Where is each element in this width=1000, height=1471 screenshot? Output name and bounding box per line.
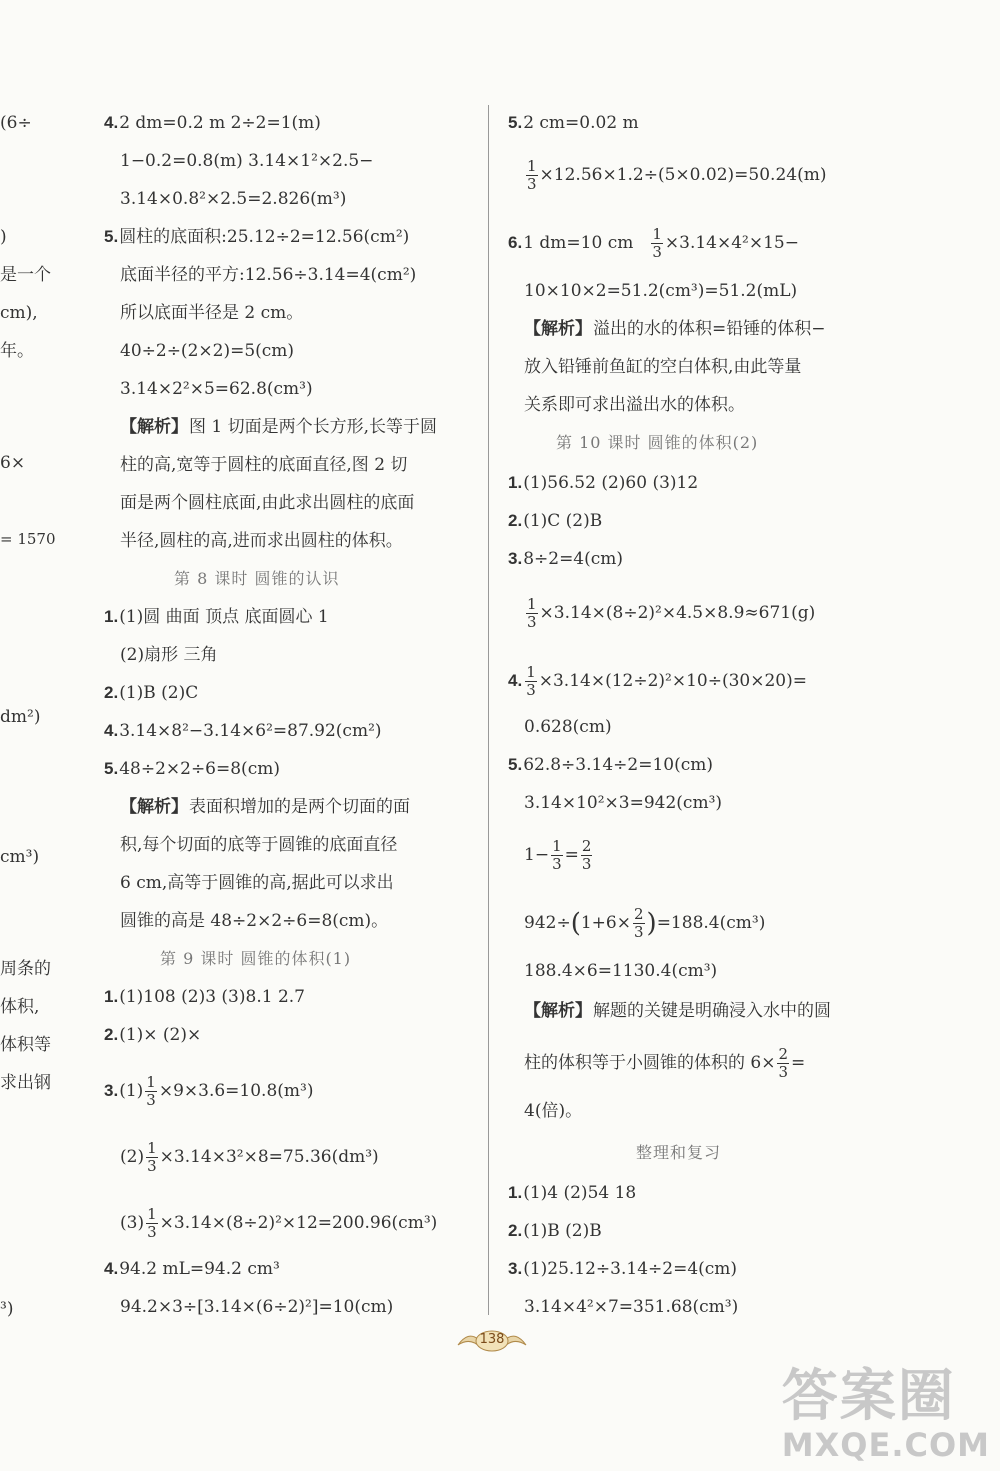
column-divider xyxy=(488,105,489,1315)
analysis-text: 溢出的水的体积=铅锤的体积− xyxy=(593,319,826,339)
answer-2 xyxy=(508,510,602,532)
answer-2 xyxy=(104,1024,201,1046)
answer-text: 1+6× xyxy=(580,913,631,933)
analysis-tag: 【解析】 xyxy=(524,1001,592,1020)
numerator: 2 xyxy=(633,905,644,923)
analysis-tag: 【解析】 xyxy=(524,319,592,338)
edge-text: ³) xyxy=(0,1299,14,1319)
analysis-text: = xyxy=(791,1053,806,1073)
analysis-tag: 【解析】 xyxy=(120,417,188,436)
question-number: 5. xyxy=(508,755,523,774)
analysis-tag: 【解析】 xyxy=(120,797,188,816)
answer-3-part-1 xyxy=(104,1074,313,1109)
question-number: 1. xyxy=(508,473,523,492)
edge-text: 周条的 xyxy=(0,959,51,979)
analysis-line xyxy=(524,1046,805,1081)
denominator: 3 xyxy=(526,681,536,699)
fraction xyxy=(651,226,663,261)
section-heading: 整理和复习 xyxy=(636,1143,722,1162)
analysis-line: 半径,圆柱的高,进而求出圆柱的体积。 xyxy=(120,531,403,551)
question-number: 4. xyxy=(508,671,523,690)
answer-text: (1)25.12÷3.14÷2=4(cm) xyxy=(523,1259,738,1279)
edge-text: 体积等 xyxy=(0,1035,51,1055)
fraction xyxy=(551,838,563,873)
numerator: 2 xyxy=(778,1045,789,1063)
question-number: 1. xyxy=(104,607,119,626)
answer-4 xyxy=(104,112,321,134)
question-number: 2. xyxy=(508,1221,523,1240)
edge-text: 6× xyxy=(0,453,26,473)
question-number: 6. xyxy=(508,233,523,252)
answer-1 xyxy=(104,606,329,628)
answer-text: 2 dm=0.2 m 2÷2=1(m) xyxy=(119,113,321,133)
denominator: 3 xyxy=(581,855,592,873)
answer-text: 8÷2=4(cm) xyxy=(523,549,624,569)
answer-line xyxy=(524,838,594,873)
watermark-url: MXQE.COM xyxy=(781,1426,990,1464)
page-number xyxy=(454,1325,530,1355)
analysis-line: 关系即可求出溢出水的体积。 xyxy=(524,395,745,415)
answer-text: ×3.14×(8÷2)²×12=200.96(cm³) xyxy=(159,1213,438,1233)
answer-2 xyxy=(104,682,198,704)
answer-line: 40÷2÷(2×2)=5(cm) xyxy=(120,341,295,361)
answer-text: (1)× (2)× xyxy=(119,1025,202,1045)
answer-text: 48÷2×2÷6=8(cm) xyxy=(119,759,280,779)
fraction xyxy=(146,1140,158,1175)
section-heading: 第 9 课时 圆锥的体积(1) xyxy=(160,949,352,968)
answer-5 xyxy=(104,226,409,248)
fraction xyxy=(146,1206,158,1241)
question-number: 4. xyxy=(104,1259,119,1278)
analysis-line: 圆锥的高是 48÷2×2÷6=8(cm)。 xyxy=(120,911,389,931)
answer-3 xyxy=(508,548,623,570)
answer-text: 1 dm=10 cm xyxy=(523,233,634,253)
analysis-line: 积,每个切面的底等于圆锥的底面直径 xyxy=(120,835,398,855)
answer-line: 942÷(1+6× $\frac{2}{3}$ )=188.4(cm³) xyxy=(524,905,766,941)
answer-line: 188.4×6=1130.4(cm³) xyxy=(524,961,718,981)
question-number: 3. xyxy=(104,1081,119,1100)
answer-text: 1− xyxy=(524,845,550,865)
edge-text: 是一个 xyxy=(0,265,51,285)
answer-text: (1)圆 曲面 顶点 底面圆心 1 xyxy=(119,607,329,627)
analysis-text: 图 1 切面是两个长方形,长等于圆 xyxy=(189,417,438,437)
answer-5 xyxy=(104,758,280,780)
analysis-line: 4(倍)。 xyxy=(524,1101,583,1121)
answer-line: 所以底面半径是 2 cm。 xyxy=(120,303,304,323)
answer-text: (1)108 (2)3 (3)8.1 2.7 xyxy=(119,987,305,1007)
answer-line xyxy=(524,158,826,193)
answer-text: 942÷ xyxy=(524,913,571,933)
denominator: 3 xyxy=(147,1157,157,1175)
answer-line: 3.14×4²×7=351.68(cm³) xyxy=(524,1297,739,1317)
section-heading: 第 8 课时 圆锥的认识 xyxy=(174,569,340,588)
question-number: 2. xyxy=(104,683,119,702)
answer-text: (1)4 (2)54 18 xyxy=(523,1183,637,1203)
answer-line: 底面半径的平方:12.56÷3.14=4(cm²) xyxy=(120,265,417,285)
edge-text: ) xyxy=(0,227,7,247)
denominator: 3 xyxy=(633,923,644,941)
answer-line xyxy=(524,596,815,631)
fraction xyxy=(581,838,593,873)
analysis-text: 表面积增加的是两个切面的面 xyxy=(189,797,410,817)
answer-text: 2 cm=0.02 m xyxy=(523,113,639,133)
numerator: 2 xyxy=(581,837,592,855)
answer-1 xyxy=(508,472,698,494)
answer-line: 10×10×2=51.2(cm³)=51.2(mL) xyxy=(524,281,798,301)
question-number: 5. xyxy=(104,227,119,246)
answer-text: (2) xyxy=(120,1147,145,1167)
answer-3-part-2 xyxy=(120,1140,379,1175)
answer-text: = xyxy=(564,845,579,865)
answer-text: ×3.14×(8÷2)²×4.5×8.9≈671(g) xyxy=(539,603,816,623)
edge-text: = 1570 xyxy=(0,530,56,548)
answer-text: (3) xyxy=(120,1213,145,1233)
answer-line: 3.14×0.8²×2.5=2.826(m³) xyxy=(120,189,347,209)
analysis-2 xyxy=(120,796,410,818)
numerator: 1 xyxy=(147,1139,157,1157)
numerator: 1 xyxy=(526,663,536,681)
analysis-line: 6 cm,高等于圆锥的高,据此可以求出 xyxy=(120,873,394,893)
answer-3-part-3 xyxy=(120,1206,437,1241)
edge-text: cm), xyxy=(0,303,38,323)
answer-text: ×9×3.6=10.8(m³) xyxy=(158,1081,314,1101)
fraction xyxy=(525,664,537,699)
question-number: 1. xyxy=(104,987,119,1006)
watermark-logo-text: 答案圈 xyxy=(781,1364,956,1429)
fraction xyxy=(526,596,538,631)
analysis-1 xyxy=(120,416,437,438)
fraction xyxy=(145,1074,157,1109)
section-heading: 第 10 课时 圆锥的体积(2) xyxy=(556,433,759,452)
answer-text: ×12.56×1.2÷(5×0.02)=50.24(m) xyxy=(539,165,827,185)
fraction xyxy=(633,906,645,941)
answer-text: ×3.14×3²×8=75.36(dm³) xyxy=(159,1147,379,1167)
answer-text: (1)56.52 (2)60 (3)12 xyxy=(523,473,699,493)
edge-text: 年。 xyxy=(0,341,34,361)
edge-text: cm³) xyxy=(0,847,40,867)
denominator: 3 xyxy=(147,1223,157,1241)
question-number: 3. xyxy=(508,549,523,568)
denominator: 3 xyxy=(552,855,562,873)
answer-4 xyxy=(104,1258,280,1280)
analysis-text: 柱的体积等于小圆锥的体积的 6× xyxy=(524,1053,776,1073)
analysis-2 xyxy=(524,1000,831,1022)
answer-text: (1)B (2)C xyxy=(119,683,199,703)
answer-text: (1)C (2)B xyxy=(523,511,603,531)
question-number: 1. xyxy=(508,1183,523,1202)
analysis-line: 柱的高,宽等于圆柱的底面直径,图 2 切 xyxy=(120,455,408,475)
analysis-1 xyxy=(524,318,826,340)
answer-text: ×3.14×4²×15− xyxy=(664,233,799,253)
answer-1 xyxy=(508,1182,636,1204)
fraction xyxy=(777,1046,789,1081)
answer-text: 94.2 mL=94.2 cm³ xyxy=(119,1259,280,1279)
edge-text: 求出钢 xyxy=(0,1073,51,1093)
answer-line: 94.2×3÷[3.14×(6÷2)²]=10(cm) xyxy=(120,1297,394,1317)
numerator: 1 xyxy=(552,837,562,855)
denominator: 3 xyxy=(652,243,662,261)
question-number: 2. xyxy=(508,511,523,530)
numerator: 1 xyxy=(527,157,537,175)
answer-text: 3.14×8²−3.14×6²=87.92(cm²) xyxy=(119,721,382,741)
analysis-line: 面是两个圆柱底面,由此求出圆柱的底面 xyxy=(120,493,415,513)
watermark xyxy=(781,1364,990,1464)
question-number: 5. xyxy=(508,113,523,132)
answer-4 xyxy=(508,664,807,699)
page-number-text: 138 xyxy=(479,1332,505,1347)
question-number: 5. xyxy=(104,759,119,778)
question-number: 4. xyxy=(104,113,119,132)
answer-4 xyxy=(104,720,382,742)
fraction xyxy=(526,158,538,193)
denominator: 3 xyxy=(527,613,537,631)
analysis-text: 解题的关键是明确浸入水中的圆 xyxy=(593,1001,831,1021)
numerator: 1 xyxy=(527,595,537,613)
edge-text: dm²) xyxy=(0,707,41,727)
answer-line: 1−0.2=0.8(m) 3.14×1²×2.5− xyxy=(120,151,374,171)
answer-text: (1)B (2)B xyxy=(523,1221,602,1241)
answer-text: (1) xyxy=(119,1081,144,1101)
denominator: 3 xyxy=(527,175,537,193)
answer-1 xyxy=(104,986,305,1008)
analysis-line: 放入铅锤前鱼缸的空白体积,由此等量 xyxy=(524,357,802,377)
answer-line: 3.14×10²×3=942(cm³) xyxy=(524,793,723,813)
answer-text: 圆柱的底面积:25.12÷2=12.56(cm²) xyxy=(119,227,410,247)
denominator: 3 xyxy=(146,1091,156,1109)
numerator: 1 xyxy=(652,225,662,243)
left-edge-fragments xyxy=(0,0,60,1471)
answer-text: ×3.14×(12÷2)²×10÷(30×20)= xyxy=(538,671,807,691)
answer-6 xyxy=(508,226,799,261)
edge-text: 体积, xyxy=(0,997,40,1017)
question-number: 3. xyxy=(508,1259,523,1278)
answer-2 xyxy=(508,1220,602,1242)
numerator: 1 xyxy=(146,1073,156,1091)
question-number: 4. xyxy=(104,721,119,740)
answer-line: (2)扇形 三角 xyxy=(120,645,218,665)
answer-text: 62.8÷3.14÷2=10(cm) xyxy=(523,755,713,775)
numerator: 1 xyxy=(147,1205,157,1223)
answer-line: 3.14×2²×5=62.8(cm³) xyxy=(120,379,313,399)
denominator: 3 xyxy=(778,1063,789,1081)
answer-line: 0.628(cm) xyxy=(524,717,612,737)
question-number: 2. xyxy=(104,1025,119,1044)
answer-text: =188.4(cm³) xyxy=(656,913,766,933)
answer-3 xyxy=(508,1258,737,1280)
answer-5 xyxy=(508,754,713,776)
answer-5 xyxy=(508,112,639,134)
edge-text: (6÷ xyxy=(0,113,32,133)
